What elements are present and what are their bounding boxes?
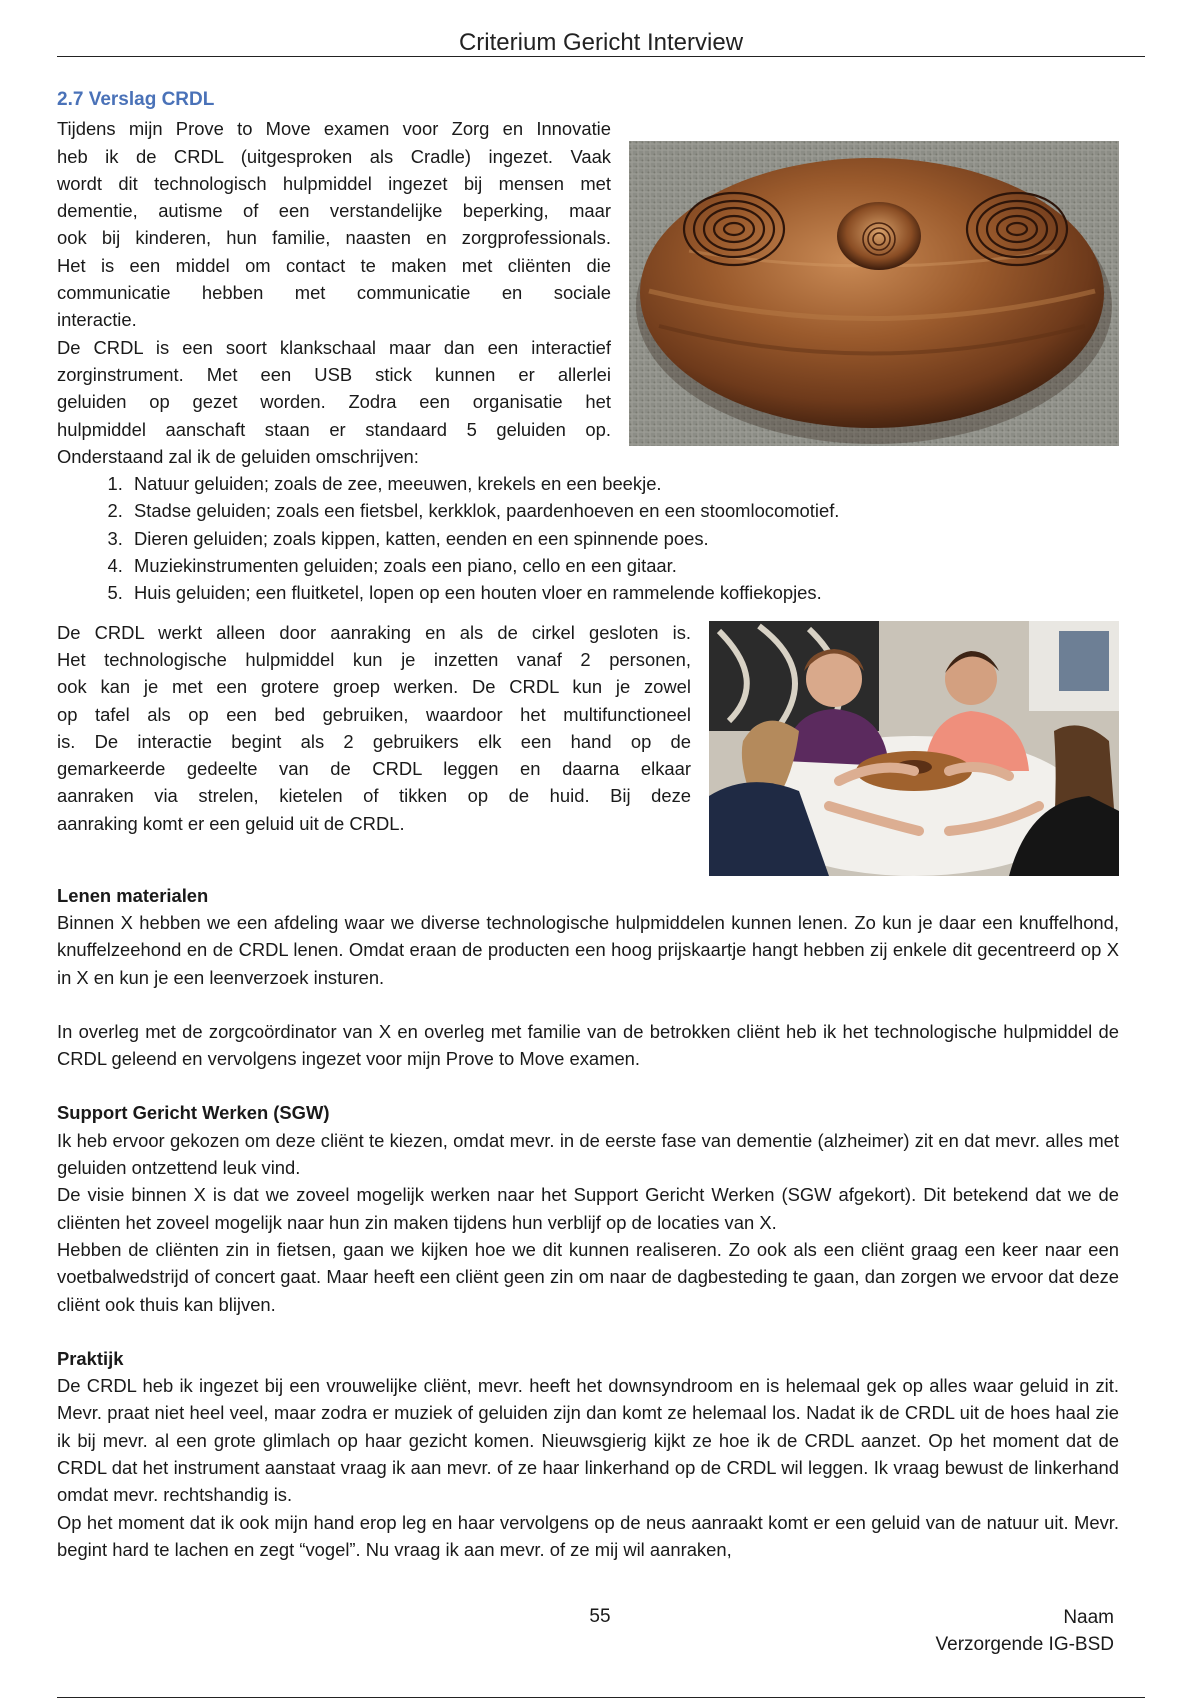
- list-item: 5. Huis geluiden; een fluitketel, lopen op een houten vloer en rammelende koffiekopjes.: [128, 579, 1119, 606]
- footer-divider: [57, 1697, 1145, 1698]
- intro-paragraph-2: De CRDL is een soort klankschaal maar dan een interactief zorginstrument. Met een USB stick kunnen er allerlei geluiden op gezet worden. Zodra een organisatie het hulpmiddel aanschaft staan er standaard 5 geluiden op. Onderstaand zal ik de geluiden omschrijven:: [57, 336, 611, 467]
- page-header: Criterium Gericht Interview: [57, 30, 1145, 57]
- praktijk-heading: Praktijk: [57, 1347, 124, 1369]
- usage-block: [57, 619, 1119, 837]
- list-item: 2. Stadse geluiden; zoals een fietsbel, kerkklok, paardenhoeven en een stoomlocomotief.: [128, 497, 1119, 524]
- list-item: 1. Natuur geluiden; zoals de zee, meeuwen, krekels en een beekje.: [128, 470, 1119, 497]
- sgw-paragraph-2: De visie binnen X is dat we zoveel mogelijk werken naar het Support Gericht Werken (SGW afgekort). Dit betekend dat we de cliënten het zoveel mogelijk naar hun zin maken tijdens hun verblijf op de locaties van X.: [57, 1184, 1119, 1233]
- intro-block: [57, 115, 1119, 470]
- lenen-paragraph-1: Binnen X hebben we een afdeling waar we diverse technologische hulpmiddelen kunnen lenen. Zo kun je daar een knuffelhond, knuffelzeehond en de CRDL lenen. Omdat eraan de producten een hoog prijskaartje hangt hebben zij enkele dit gecentreerd op X in X en kun je een leenverzoek insturen.: [57, 911, 1119, 988]
- lenen-heading: Lenen materialen: [57, 884, 209, 906]
- list-item: 4. Muziekinstrumenten geluiden; zoals een piano, cello en een gitaar.: [128, 552, 1119, 579]
- praktijk-paragraph-1: De CRDL heb ik ingezet bij een vrouwelijke cliënt, mevr. heeft het downsyndroom en is helemaal gek op alles waar geluid in zit. Mevr. praat niet heel veel, maar zodra er muziek of geluiden zijn dan komt ze helemaal los. Nadat ik de CRDL uit de hoes haal zie ik bij mevr. al een grote glimlach op haar gezicht komen. Nieuwsgierig kijkt ze hoe ik de CRDL aanzet. Op het moment dat de CRDL dat het instrument aanstaat vraag ik aan mevr. of ze haar linkerhand op de CRDL wil leggen. Ik vraag bewust de linkerhand omdat mevr. rechtshandig is.: [57, 1375, 1119, 1506]
- page-number: 55: [589, 1606, 611, 1627]
- footer-name: Naam: [1063, 1607, 1114, 1628]
- footer-role: Verzorgende IG-BSD: [935, 1634, 1114, 1655]
- lenen-paragraph-2: In overleg met de zorgcoördinator van X en overleg met familie van de betrokken cliënt heb ik het technologische hulpmiddel de CRDL geleend en vervolgens ingezet voor mijn Prove to Move examen.: [57, 1020, 1119, 1070]
- crdl-device-photo: [629, 141, 1119, 446]
- document-body: [57, 86, 1119, 1563]
- sgw-heading: Support Gericht Werken (SGW): [57, 1102, 330, 1124]
- crdl-group-photo: [709, 621, 1119, 876]
- sgw-paragraph-3: Hebben de cliënten zin in fietsen, gaan we kijken hoe we dit kunnen realiseren. Zo ook als een cliënt graag een keer naar een voetbalwedstrijd of concert gaat. Maar heeft een cliënt geen zin om naar de dagbesteding te gaan, dan zorgen we ervoor dat deze cliënt ook thuis kan blijven.: [57, 1238, 1119, 1315]
- section-title: 2.7 Verslag CRDL: [57, 89, 215, 110]
- usage-paragraph: De CRDL werkt alleen door aanraking en als de cirkel gesloten is. Het technologische hulpmiddel kun je inzetten vanaf 2 personen, ook kan je met een grotere groep werken. De CRDL kun je zowel op tafel als op een bed gebruiken, waardoor het multifunctioneel is. De interactie begint als 2 gebruikers elk een hand op de gemarkeerde gedeelte van de CRDL leggen en daarna elkaar aanraken via strelen, kietelen of tikken op de huid. Bij deze aanraking komt er een geluid uit de CRDL.: [57, 621, 691, 834]
- sounds-list: [57, 470, 1119, 606]
- list-item: 3. Dieren geluiden; zoals kippen, katten, eenden en een spinnende poes.: [128, 525, 1119, 552]
- intro-paragraph-1: Tijdens mijn Prove to Move examen voor Zorg en Innovatie heb ik de CRDL (uitgesproken als Cradle) ingezet. Vaak wordt dit technologisch hulpmiddel ingezet bij mensen met dementie, autisme of een verstandelijke beperking, maar ook bij kinderen, hun familie, naasten en zorgprofessionals. Het is een middel om contact te maken met cliënten die communicatie hebben met communicatie en sociale interactie.: [57, 118, 611, 331]
- praktijk-paragraph-2: Op het moment dat ik ook mijn hand erop leg en haar vervolgens op de neus aanraakt komt er een geluid van de natuur uit. Mevr. begint hard te lachen en zegt “vogel”. Nu vraag ik aan mevr. of ze mij wil aanraken,: [57, 1511, 1119, 1560]
- sgw-paragraph-1: Ik heb ervoor gekozen om deze cliënt te kiezen, omdat mevr. in de eerste fase van dementie (alzheimer) zit en dat mevr. alles met geluiden ontzettend leuk vind.: [57, 1129, 1119, 1179]
- footer-author: [936, 1604, 1114, 1658]
